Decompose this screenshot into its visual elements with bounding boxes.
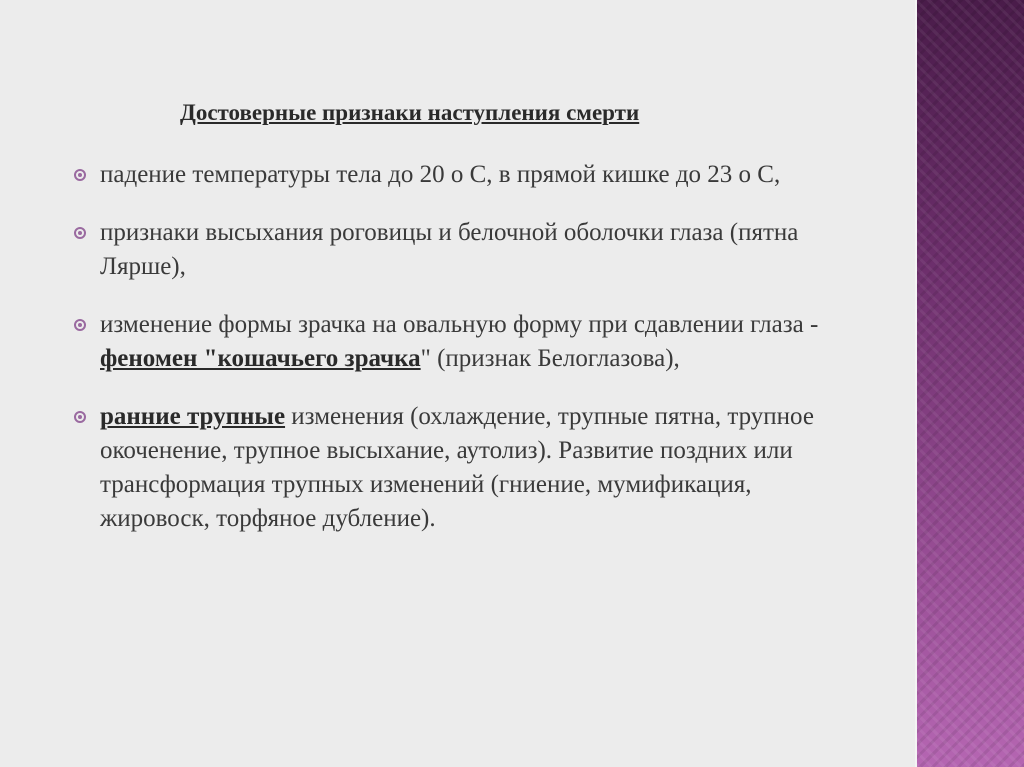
bullet-item-cornea <box>70 216 860 284</box>
bullet-text: изменение формы зрачка на овальную форму при сдавлении глаза - <box>100 311 819 338</box>
bullet-item-temperature <box>70 158 860 192</box>
bullet-item-pupil <box>70 308 860 376</box>
bullet-emphasis: феномен "кошачьего зрачка <box>100 345 421 372</box>
bullet-item-early-changes <box>70 400 860 536</box>
circled-dot-icon <box>74 411 86 423</box>
bullet-text: признаки высыхания роговицы и белочной оболочки глаза (пятна Лярше), <box>100 219 799 280</box>
bullet-emphasis: ранние трупные <box>100 403 286 430</box>
decorative-side-band <box>915 0 1024 767</box>
circled-dot-icon <box>74 319 86 331</box>
circled-dot-icon <box>74 227 86 239</box>
circled-dot-icon <box>74 169 86 181</box>
bullet-list <box>70 158 860 560</box>
bullet-text: " (признак Белоглазова), <box>420 345 680 372</box>
bullet-text: падение температуры тела до 20 о С, в прямой кишке до 23 о С, <box>100 161 781 188</box>
bullet-text: изменения (охлаждение, трупные пятна, трупное окоченение, трупное высыхание, аутолиз). Развитие поздних или трансформация трупных изменений (гниение, мумификация, жировоск, торфяное дубление). <box>100 403 814 532</box>
slide-title: Достоверные признаки наступления смерти <box>180 100 640 125</box>
